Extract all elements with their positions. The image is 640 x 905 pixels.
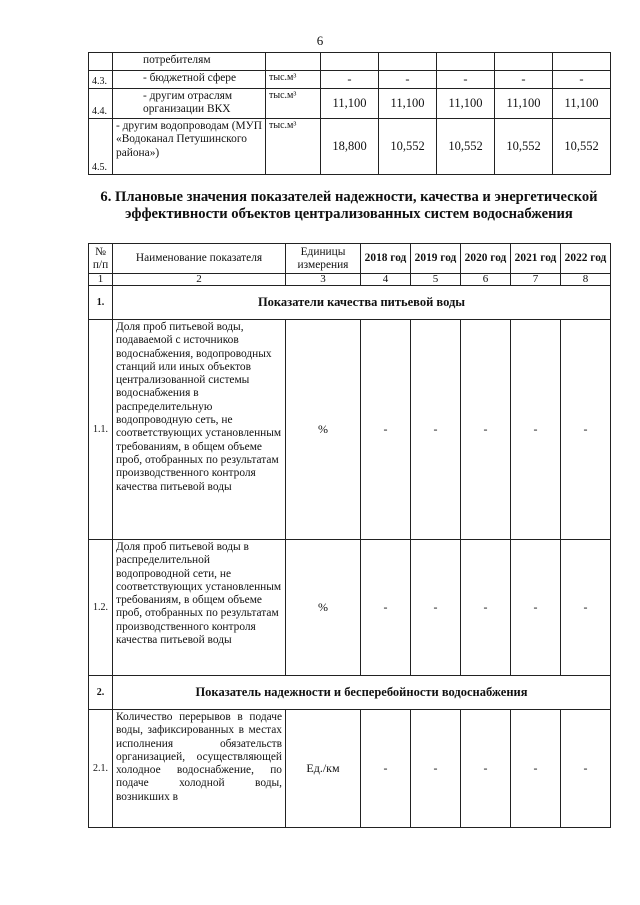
section-index: 1. — [89, 286, 113, 320]
column-number: 8 — [561, 274, 611, 286]
table-row — [89, 71, 611, 89]
value-cell: 10,552 — [437, 119, 495, 175]
value-cell: - — [411, 320, 461, 540]
column-number: 1 — [89, 274, 113, 286]
value-cell: - — [461, 320, 511, 540]
row-unit: % — [286, 540, 361, 676]
section-title: Показатель надежности и бесперебойности водоснабжения — [113, 676, 611, 710]
value-cell: - — [461, 710, 511, 828]
section-row — [89, 676, 611, 710]
header-year: 2021 год — [511, 244, 561, 274]
supply-table — [88, 52, 611, 175]
value-cell: 11,100 — [321, 89, 379, 119]
value-cell: - — [561, 320, 611, 540]
column-number: 2 — [113, 274, 286, 286]
section-heading: 6. Плановые значения показателей надежности, качества и энергетической эффективности объектов централизованных систем водоснабжения — [100, 189, 598, 222]
header-year: 2019 год — [411, 244, 461, 274]
header-unit: Единицы измерения — [286, 244, 361, 274]
row-unit: тыс.м³ — [266, 119, 321, 175]
value-cell: - — [379, 71, 437, 89]
value-cell: - — [495, 71, 553, 89]
value-cell: - — [461, 540, 511, 676]
column-number-row — [89, 274, 611, 286]
value-cell: 11,100 — [379, 89, 437, 119]
column-number: 5 — [411, 274, 461, 286]
column-number: 3 — [286, 274, 361, 286]
header-year: 2022 год — [561, 244, 611, 274]
row-name: Доля проб питьевой воды, подаваемой с источников водоснабжения, водопроводных станций или иных объектов централизованной системы водоснабжения в распределительную водопроводную сеть, не соответствующих установленным требованиям, в общем объеме проб, отобранных по результатам производственного контроля качества питьевой воды — [113, 320, 286, 540]
row-unit: Ед./км — [286, 710, 361, 828]
row-index: 2.1. — [89, 710, 113, 828]
row-index: 4.3. — [89, 71, 113, 89]
value-cell: - — [553, 71, 611, 89]
row-name: - другим отраслям организации ВКХ — [113, 89, 266, 119]
section-row — [89, 286, 611, 320]
table-row — [89, 540, 611, 676]
value-cell: 11,100 — [553, 89, 611, 119]
value-cell: - — [411, 540, 461, 676]
section-index: 2. — [89, 676, 113, 710]
header-num: № п/п — [89, 244, 113, 274]
value-cell: 10,552 — [379, 119, 437, 175]
row-unit — [266, 53, 321, 71]
column-number: 6 — [461, 274, 511, 286]
value-cell: - — [511, 320, 561, 540]
page-number: 6 — [316, 33, 324, 48]
value-cell: - — [361, 320, 411, 540]
value-cell — [321, 53, 379, 71]
value-cell — [495, 53, 553, 71]
row-name: Доля проб питьевой воды в распределительной водопроводной сети, не соответствующих установленным требованиям, в общем объеме проб, отобранных по результатам производственного контроля качества питьевой воды — [113, 540, 286, 676]
table-row — [89, 119, 611, 175]
row-name: потребителям — [113, 53, 266, 71]
value-cell — [379, 53, 437, 71]
header-name: Наименование показателя — [113, 244, 286, 274]
header-year: 2018 год — [361, 244, 411, 274]
value-cell: 11,100 — [495, 89, 553, 119]
header-year: 2020 год — [461, 244, 511, 274]
value-cell — [437, 53, 495, 71]
value-cell: 11,100 — [437, 89, 495, 119]
row-unit: тыс.м³ — [266, 89, 321, 119]
row-name: Количество перерывов в подаче воды, зафиксированных в местах исполнения обязательств организацией, осуществляющей холодное водоснабжение, по подаче холодной воды, возникших в — [113, 710, 286, 828]
row-unit: % — [286, 320, 361, 540]
column-number: 4 — [361, 274, 411, 286]
value-cell: - — [511, 540, 561, 676]
value-cell: - — [561, 710, 611, 828]
row-index: 4.5. — [89, 119, 113, 175]
row-index: 1.2. — [89, 540, 113, 676]
value-cell: 10,552 — [553, 119, 611, 175]
row-index — [89, 53, 113, 71]
indicators-table — [88, 243, 611, 828]
value-cell: - — [361, 540, 411, 676]
value-cell: - — [321, 71, 379, 89]
header-row — [89, 244, 611, 274]
value-cell: 18,800 — [321, 119, 379, 175]
value-cell: - — [437, 71, 495, 89]
value-cell: - — [361, 710, 411, 828]
row-index: 1.1. — [89, 320, 113, 540]
row-name: - другим водопроводам (МУП «Водоканал Петушинского района») — [113, 119, 266, 175]
row-unit: тыс.м³ — [266, 71, 321, 89]
value-cell: - — [411, 710, 461, 828]
value-cell — [553, 53, 611, 71]
column-number: 7 — [511, 274, 561, 286]
row-name: - бюджетной сфере — [113, 71, 266, 89]
value-cell: 10,552 — [495, 119, 553, 175]
table-row — [89, 320, 611, 540]
table-row — [89, 53, 611, 71]
table-row — [89, 89, 611, 119]
table-row — [89, 710, 611, 828]
value-cell: - — [511, 710, 561, 828]
value-cell: - — [561, 540, 611, 676]
row-index: 4.4. — [89, 89, 113, 119]
section-title: Показатели качества питьевой воды — [113, 286, 611, 320]
